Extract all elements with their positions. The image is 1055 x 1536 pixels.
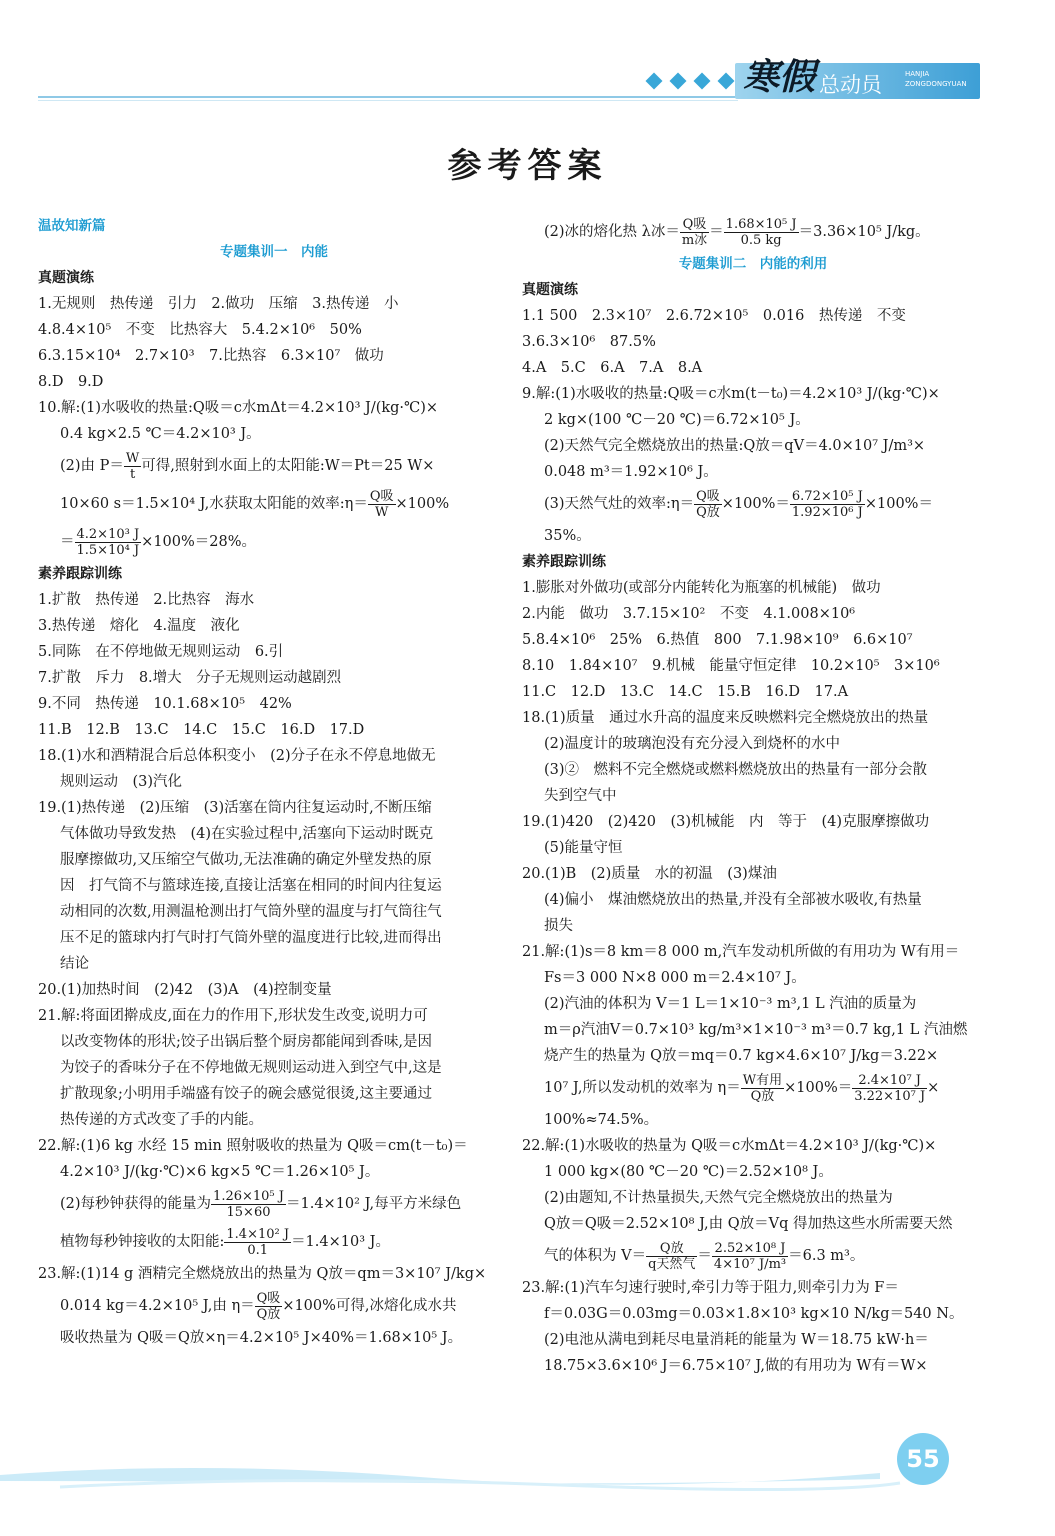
footer-wave-decoration <box>0 1455 1055 1536</box>
answer-line: 为饺子的香味分子在不停地做无规则运动进入到空气中,这是 <box>60 1060 442 1076</box>
text-run: ＝ <box>709 224 724 240</box>
text-run: ＝ <box>60 534 75 550</box>
text-run: 0.014 kg＝4.2×10⁵ J,由 η＝ <box>60 1298 255 1314</box>
answer-line: 22.解:(1)水吸收的热量为 Q吸＝c水mΔt＝4.2×10³ J/(kg·℃)× <box>522 1138 937 1154</box>
answer-line: 7.扩散 斥力 8.增大 分子无规则运动越剧烈 <box>38 670 342 686</box>
fraction-numerator: W有用 <box>742 1072 783 1088</box>
answer-line: 100%≈74.5%。 <box>544 1112 659 1128</box>
answer-line: 损失 <box>544 918 573 934</box>
brand-en-line-2: ZONGDONGYUAN <box>905 80 967 88</box>
answer-line: 10.解:(1)水吸收的热量:Q吸＝c水mΔt＝4.2×10³ J/(kg·℃)× <box>38 400 439 416</box>
fraction-numerator: Q吸 <box>369 488 394 504</box>
text-run: 气的体积为 V＝ <box>544 1248 647 1264</box>
fraction-denominator: m冰 <box>681 232 708 248</box>
fraction <box>224 1227 291 1258</box>
answer-line: 4.2×10³ J/(kg·℃)×6 kg×5 ℃＝1.26×10⁵ J。 <box>60 1164 380 1180</box>
answer-line: 烧产生的热量为 Q放＝mq＝0.7 kg×4.6×10⁷ J/kg＝3.22× <box>544 1048 939 1064</box>
fraction <box>712 1241 788 1272</box>
fraction <box>75 527 142 558</box>
answer-line: m＝ρ汽油V＝0.7×10³ kg/m³×1×10⁻³ m³＝0.7 kg,1 L 汽油燃 <box>544 1022 968 1038</box>
header-rule-thin <box>38 100 738 101</box>
fraction-denominator: Q放 <box>696 504 720 520</box>
text-run: 可得,照射到水面上的太阳能:W＝Pt＝25 W× <box>141 458 435 474</box>
fraction <box>368 489 396 520</box>
answer-line: 服摩擦做功,又压缩空气做功,无法准确的确定外壁发热的原 <box>60 852 432 868</box>
text-run: ×100%＝28%。 <box>141 534 257 550</box>
subsection-heading: 真题演练 <box>38 270 94 286</box>
answer-line: 19.(1)420 (2)420 (3)机械能 内 等于 (4)克服摩擦做功 <box>522 814 930 830</box>
text-run: ×100% <box>395 496 450 512</box>
answer-line: Q放＝Q吸＝2.52×10⁸ J,由 Q放＝Vq 得加热这些水所需要天然 <box>544 1216 953 1232</box>
topic-title: 专题集训二 内能的利用 <box>678 256 828 272</box>
diamond-icon <box>646 73 663 90</box>
answer-line: (2)天然气完全燃烧放出的热量:Q放＝qV＝4.0×10⁷ J/m³× <box>544 438 926 454</box>
answer-line: 21.解:将面团擀成皮,面在力的作用下,形状发生改变,说明力可 <box>38 1008 428 1024</box>
answer-line: 8.10 1.84×10⁷ 9.机械 能量守恒定律 10.2×10⁵ 3×10⁶ <box>522 658 940 674</box>
fraction-numerator: Q吸 <box>680 217 709 233</box>
answer-line: 1.1 500 2.3×10⁷ 2.6.72×10⁵ 0.016 热传递 不变 <box>522 308 906 324</box>
fraction-numerator: 1.68×10⁵ J <box>725 216 797 232</box>
fraction-denominator: 3.22×10⁷ J <box>854 1088 926 1104</box>
fraction-numerator: W <box>125 450 140 466</box>
fraction <box>680 217 709 248</box>
fraction-denominator: Q放 <box>256 1306 281 1322</box>
fraction-numerator: 6.72×10⁵ J <box>791 488 863 504</box>
fraction-denominator: 4×10⁷ J/m³ <box>713 1256 787 1272</box>
fraction-denominator: 1.5×10⁴ J <box>76 542 140 558</box>
answer-line: f＝0.03G＝0.03mg＝0.03×1.8×10³ kg×10 N/kg＝540 N。 <box>544 1306 964 1322</box>
fraction <box>741 1073 784 1104</box>
formula-line <box>38 1287 510 1325</box>
text-run: ＝1.4×10² J,每平方米绿色 <box>285 1196 462 1212</box>
fraction-denominator: 1.92×10⁶ J <box>791 504 863 520</box>
answer-line: (2)汽油的体积为 V＝1 L＝1×10⁻³ m³,1 L 汽油的质量为 <box>544 996 917 1012</box>
fraction-denominator: W <box>374 504 389 520</box>
answer-line: 2 kg×(100 ℃－20 ℃)＝6.72×10⁵ J。 <box>544 412 810 428</box>
fraction-denominator: 0.5 kg <box>740 232 782 248</box>
left-column <box>38 213 510 1351</box>
page-number-badge: 55 <box>897 1433 949 1485</box>
answer-line: 1.扩散 热传递 2.比热容 海水 <box>38 592 255 608</box>
answer-line: 20.(1)加热时间 (2)42 (3)A (4)控制变量 <box>38 982 332 998</box>
fraction-denominator: q天然气 <box>648 1256 696 1272</box>
fraction <box>724 217 799 248</box>
answer-line: 热传递的方式改变了手的内能。 <box>60 1112 263 1128</box>
answer-line: 9.解:(1)水吸收的热量:Q吸＝c水m(t－t₀)＝4.2×10³ J/(kg·℃)× <box>522 386 940 402</box>
answer-line: 35%。 <box>544 528 591 544</box>
subsection-heading: 素养跟踪训练 <box>522 554 606 570</box>
brand-big-text: 寒假 <box>743 56 816 98</box>
fraction-numerator: 1.26×10⁵ J <box>213 1188 284 1204</box>
answer-line: 11.B 12.B 13.C 14.C 15.C 16.D 17.D <box>38 722 365 738</box>
answer-line: (3)② 燃料不完全燃烧或燃料燃烧放出的热量有一部分会散 <box>544 762 928 778</box>
subsection-heading: 素养跟踪训练 <box>38 566 122 582</box>
fraction-denominator: t <box>129 466 136 482</box>
answer-line: (5)能量守恒 <box>544 840 623 856</box>
answer-line: 结论 <box>60 956 89 972</box>
answer-line: 因 打气筒不与篮球连接,直接让活塞在相同的时间内往复运 <box>60 878 442 894</box>
fraction-numerator: 4.2×10³ J <box>76 526 140 542</box>
fraction <box>255 1291 283 1322</box>
answer-line: 9.不同 热传递 10.1.68×10⁵ 42% <box>38 696 292 712</box>
text-run: (2)每秒钟获得的能量为 <box>60 1196 212 1212</box>
answer-line: 6.3.15×10⁴ 2.7×10³ 7.比热容 6.3×10⁷ 做功 <box>38 348 384 364</box>
text-run: (2)由 P＝ <box>60 458 124 474</box>
answer-line: 22.解:(1)6 kg 水经 15 min 照射吸收的热量为 Q吸＝cm(t－t₀)＝ <box>38 1138 468 1154</box>
diamond-icon <box>694 73 711 90</box>
text-run: (2)冰的熔化热 λ冰＝ <box>544 224 680 240</box>
fraction <box>211 1189 286 1220</box>
answer-line: 压不足的篮球内打气时打气筒外壁的温度进行比较,进而得出 <box>60 930 442 946</box>
fraction-numerator: 1.4×10² J <box>226 1226 290 1242</box>
answer-line: 3.热传递 熔化 4.温度 液化 <box>38 618 240 634</box>
text-run: 10×60 s＝1.5×10⁴ J,水获取太阳能的效率:η＝ <box>60 496 368 512</box>
formula-line <box>38 523 510 561</box>
formula-line <box>522 1069 984 1107</box>
formula-line <box>38 447 510 485</box>
answer-line: 0.4 kg×2.5 ℃＝4.2×10³ J。 <box>60 426 261 442</box>
section-title: 温故知新篇 <box>38 218 106 234</box>
subsection-heading: 真题演练 <box>522 282 578 298</box>
fraction-denominator: 15×60 <box>226 1204 271 1220</box>
fraction <box>790 489 865 520</box>
answer-line: 动相同的次数,用测温枪测出打气筒外壁的温度与打气筒往气 <box>60 904 442 920</box>
brand-sub-text: 总动员 <box>819 73 882 97</box>
text-run: × <box>927 1080 940 1096</box>
text-run: ×100%＝ <box>721 496 790 512</box>
answer-line: 扩散现象;小明用手端盛有饺子的碗会感觉很烫,这主要通过 <box>60 1086 432 1102</box>
answer-line: (4)偏小 煤油燃烧放出的热量,并没有全部被水吸收,有热量 <box>544 892 922 908</box>
brand-en-text <box>905 69 967 89</box>
text-run: ＝ <box>697 1248 712 1264</box>
diamond-icon <box>718 73 735 90</box>
answer-line: 4.A 5.C 6.A 7.A 8.A <box>522 360 703 376</box>
answer-line: 18.(1)水和酒精混合后总体积变小 (2)分子在永不停息地做无 <box>38 748 436 764</box>
text-run: ＝1.4×10³ J。 <box>291 1234 390 1250</box>
answer-line: 2.内能 做功 3.7.15×10² 不变 4.1.008×10⁶ <box>522 606 856 622</box>
formula-line <box>522 485 984 523</box>
text-run: (3)天然气灶的效率:η＝ <box>544 496 695 512</box>
answer-line: 失到空气中 <box>544 788 617 804</box>
right-column <box>522 213 984 1379</box>
text-run: ×100%可得,冰熔化成水共 <box>282 1298 457 1314</box>
answer-line: Fs＝3 000 N×8 000 m＝2.4×10⁷ J。 <box>544 970 806 986</box>
answer-line: 23.解:(1)14 g 酒精完全燃烧放出的热量为 Q放＝qm＝3×10⁷ J/kg× <box>38 1266 487 1282</box>
answer-line: 1.无规则 热传递 引力 2.做功 压缩 3.热传递 小 <box>38 296 399 312</box>
answer-line: (2)由题知,不计热量损失,天然气完全燃烧放出的热量为 <box>544 1190 893 1206</box>
answer-line: 11.C 12.D 13.C 14.C 15.B 16.D 17.A <box>522 684 849 700</box>
formula-line <box>522 1237 984 1275</box>
answer-line: 18.75×3.6×10⁶ J＝6.75×10⁷ J,做的有用功为 W有＝W× <box>544 1358 928 1374</box>
formula-line <box>38 1185 510 1223</box>
topic-title: 专题集训一 内能 <box>220 244 328 260</box>
page-title: 参考答案 <box>447 146 608 186</box>
header-rule <box>38 96 738 98</box>
answer-line: (2)电池从满电到耗尽电量消耗的能量为 W＝18.75 kW·h＝ <box>544 1332 929 1348</box>
answer-line: 1 000 kg×(80 ℃－20 ℃)＝2.52×10⁸ J。 <box>544 1164 833 1180</box>
fraction-numerator: 2.52×10⁸ J <box>712 1241 788 1257</box>
fraction <box>124 451 141 482</box>
text-run: 10⁷ J,所以发动机的效率为 η＝ <box>544 1080 741 1096</box>
header-diamonds <box>645 72 735 90</box>
fraction <box>694 489 722 520</box>
answer-line: 以改变物体的形状;饺子出锅后整个厨房都能闻到香味,是因 <box>60 1034 432 1050</box>
answer-line: 规则运动 (3)汽化 <box>60 774 183 790</box>
answer-line: 21.解:(1)s＝8 km＝8 000 m,汽车发动机所做的有用功为 W有用＝ <box>522 944 960 960</box>
answer-line: 18.(1)质量 通过水升高的温度来反映燃料完全燃烧放出的热量 <box>522 710 929 726</box>
answer-line: 3.6.3×10⁶ 87.5% <box>522 334 656 350</box>
answer-line: 23.解:(1)汽车匀速行驶时,牵引力等于阻力,则牵引力为 F＝ <box>522 1280 899 1296</box>
answer-line: 4.8.4×10⁵ 不变 比热容大 5.4.2×10⁶ 50% <box>38 322 362 338</box>
answer-line: 1.膨胀对外做功(或部分内能转化为瓶塞的机械能) 做功 <box>522 580 881 596</box>
answer-line: 19.(1)热传递 (2)压缩 (3)活塞在筒内往复运动时,不断压缩 <box>38 800 432 816</box>
answer-line: 20.(1)B (2)质量 水的初温 (3)煤油 <box>522 866 777 882</box>
formula-line <box>38 1223 510 1261</box>
diamond-icon <box>670 73 687 90</box>
text-run: ×100%＝ <box>864 496 933 512</box>
answer-line: 0.048 m³＝1.92×10⁶ J。 <box>544 464 718 480</box>
text-run: 植物每秒钟接收的太阳能: <box>60 1234 225 1250</box>
text-run: ×100%＝ <box>784 1080 853 1096</box>
brand-logo <box>735 56 980 99</box>
fraction-numerator: Q放 <box>646 1241 697 1257</box>
answer-line: 气体做功导致发热 (4)在实验过程中,活塞向下运动时既克 <box>60 826 434 842</box>
formula-line <box>38 485 510 523</box>
fraction-denominator: Q放 <box>750 1088 775 1104</box>
fraction-numerator: Q吸 <box>256 1290 281 1306</box>
answer-line: 5.同陈 在不停地做无规则运动 6.引 <box>38 644 284 660</box>
answer-line: (2)温度计的玻璃泡没有充分浸入到烧杯的水中 <box>544 736 841 752</box>
fraction <box>646 1241 697 1272</box>
fraction-numerator: 2.4×10⁷ J <box>852 1073 927 1089</box>
formula-line <box>522 213 984 251</box>
answer-line: 8.D 9.D <box>38 374 104 390</box>
fraction-numerator: Q吸 <box>696 488 720 504</box>
brand-en-line-1: HANJIA <box>905 70 930 78</box>
text-run: ＝3.36×10⁵ J/kg。 <box>798 224 930 240</box>
fraction <box>852 1073 927 1104</box>
watermark-logo <box>912 1460 1052 1530</box>
fraction-denominator: 0.1 <box>247 1242 269 1258</box>
text-run: ＝6.3 m³。 <box>788 1248 865 1264</box>
answer-line: 5.8.4×10⁶ 25% 6.热值 800 7.1.98×10⁹ 6.6×10⁷ <box>522 632 913 648</box>
answer-line: 吸收热量为 Q吸＝Q放×η＝4.2×10⁵ J×40%＝1.68×10⁵ J。 <box>60 1330 463 1346</box>
